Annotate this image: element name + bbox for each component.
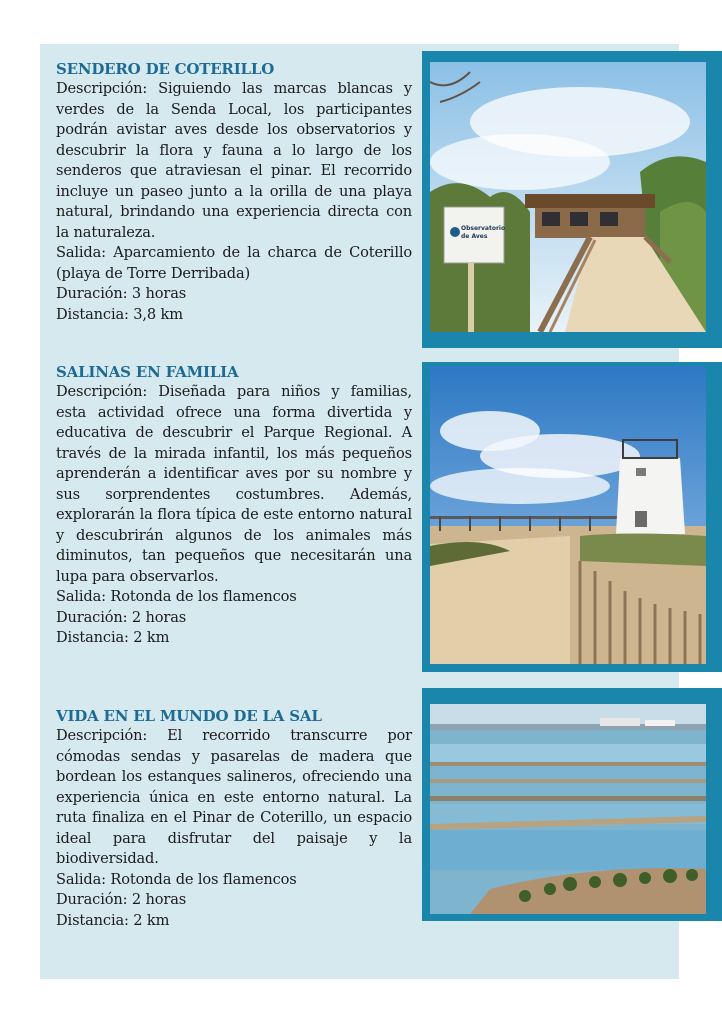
activity-title: SALINAS EN FAMILIA <box>56 363 239 381</box>
activity-duracion: Duración: 2 horas <box>56 891 187 908</box>
activity-distancia: Distancia: 3,8 km <box>56 305 183 323</box>
activity-title: VIDA EN EL MUNDO DE LA SAL <box>56 707 322 725</box>
photo-observatory-boardwalk <box>430 62 706 332</box>
activity-salida: Salida: Rotonda de los flamencos <box>56 870 297 888</box>
activity-vida-mundo-sal <box>56 706 412 931</box>
activity-salida: Salida: Rotonda de los flamencos <box>56 588 297 605</box>
activity-title: SENDERO DE COTERILLO <box>56 60 275 78</box>
activity-description: Descripción: Siguiendo las marcas blancas y verdes de la Senda Local, los participantes podrán avistar aves desde los observatorios y descubrir la flora y fauna a lo largo de los senderos que atraviesan el pinar. El recorrido incluye un paseo junto a la orilla de una playa natural, brindando una experiencia directa con la naturaleza. <box>56 80 412 241</box>
activity-duracion: Duración: 3 horas <box>56 285 187 302</box>
svg-text:de Aves: de Aves <box>461 233 488 240</box>
activity-sendero-coterillo <box>56 59 412 325</box>
sign-text: Observatorio <box>461 225 506 232</box>
photo-white-tower-path <box>430 366 706 664</box>
activity-salinas-familia <box>56 362 412 649</box>
activity-distancia: Distancia: 2 km <box>56 629 170 646</box>
activity-description: Descripción: Diseñada para niños y familias, esta actividad ofrece una forma divertida y educativa de descubrir el Parque Regional. A través de la mirada infantil, los más pequeños aprenderán a identificar aves por su nombre y sus sorprendentes costumbres. Además, explorarán la flora típica de este entorno natural y descubrirán algunos de los animales más diminutos, tan pequeños que necesitarán una lupa para observarlos. <box>56 383 412 585</box>
activity-salida: Salida: Aparcamiento de la charca de Coterillo (playa de Torre Derribada) <box>56 244 412 282</box>
activity-description: Descripción: El recorrido transcurre por cómodas sendas y pasarelas de madera que bordean los estanques salineros, ofreciendo una experiencia única en este entorno natural. La ruta finaliza en el Pinar de Coterillo, un espacio ideal para disfrutar del paisaje y la biodiversidad. <box>56 727 412 867</box>
photo-salt-ponds <box>430 704 706 914</box>
activity-distancia: Distancia: 2 km <box>56 911 170 929</box>
activity-duracion: Duración: 2 horas <box>56 608 187 626</box>
